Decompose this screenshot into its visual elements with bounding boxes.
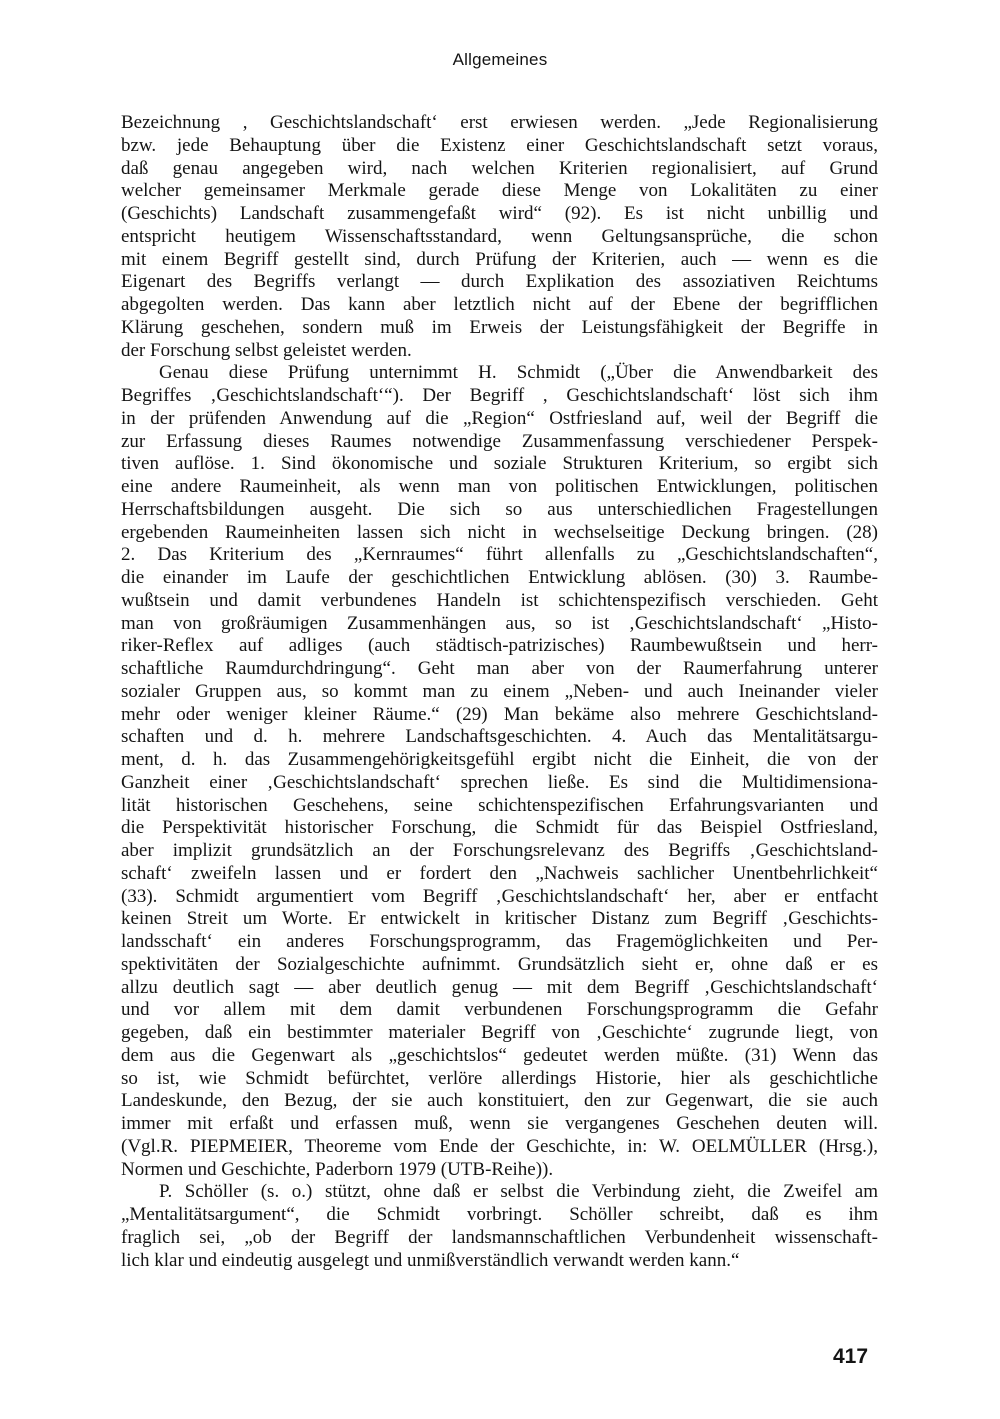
text-line: mehr oder weniger kleiner Räume.“ (29) Man bekäme also mehrere Geschichtsland- [121, 703, 878, 725]
paragraph [121, 112, 878, 362]
paragraph [121, 362, 878, 1181]
text-line: P. Schöller (s. o.) stützt, ohne daß er selbst die Verbindung zieht, die Zweifel am [159, 1181, 878, 1203]
text-line: der Forschung selbst geleistet werden. [121, 339, 412, 361]
text-line: eine andere Raumeinheit, als wenn man von politischen Entwicklungen, politischen [121, 476, 878, 497]
text-line: Begriffes ‚Geschichtslandschaft‘“). Der Begriff , Geschichtslandschaft‘ löst sich ihm [121, 385, 878, 406]
page-number: 417 [833, 1345, 869, 1368]
text-line: aber implizit grundsätzlich an der Forschungsrelevanz des Begriffs ‚Geschichtsland- [121, 840, 878, 861]
text-line: 2. Das Kriterium des „Kernraumes“ führt allenfalls zu „Geschichtslandschaften“, [121, 544, 878, 566]
text-line: lität historischen Geschehens, seine schichtenspezifischen Erfahrungsvarianten und [121, 794, 878, 816]
paragraph [121, 1181, 878, 1272]
text-line: immer mit erfaßt und erfassen muß, wenn sie vergangenes Geschehen deuten will. [121, 1113, 878, 1134]
text-line: „Mentalitätsargument“, die Schmidt vorbringt. Schöller schreibt, daß es ihm [121, 1204, 878, 1225]
text-line: tiven auflöse. 1. Sind ökonomische und soziale Strukturen Kriterium, so ergibt sich [121, 453, 878, 475]
text-line: Bezeichnung , Geschichtslandschaft‘ erst erwiesen werden. „Jede Regionalisierung [121, 112, 878, 133]
text-line: riker-Reflex auf adliges (auch städtisch-patrizisches) Raumbewußtsein und herr- [121, 635, 878, 657]
text-line: und vor allem mit dem damit verbundenen Forschungsprogramm die Gefahr [121, 999, 878, 1021]
text-line: Genau diese Prüfung unternimmt H. Schmidt („Über die Anwendbarkeit des [159, 362, 878, 384]
text-line: allzu deutlich sagt — aber deutlich genug — mit dem Begriff ‚Geschichtslandschaft‘ [121, 976, 878, 998]
text-line: daß genau angegeben wird, nach welchen Kriterien regionalisiert, auf Grund [121, 157, 878, 179]
text-line: ment, d. h. das Zusammengehörigkeitsgefühl ergibt nicht die Einheit, die von der [121, 749, 878, 770]
text-line: gegeben, daß ein bestimmter materialer Begriff von ‚Geschichte‘ zugrunde liegt, von [121, 1022, 878, 1043]
text-line: entspricht heutigem Wissenschaftsstandard, wenn Geltungsansprüche, die schon [121, 225, 878, 247]
text-line: die einander im Laufe der geschichtlichen Entwicklung ablösen. (30) 3. Raumbe- [121, 567, 878, 588]
text-line: Klärung geschehen, sondern muß im Erweis der Leistungsfähigkeit der Begriffe in [121, 316, 878, 338]
text-line: so ist, wie Schmidt befürchtet, verlöre allerdings Historie, hier als geschichtliche [121, 1067, 878, 1089]
body-text [121, 112, 878, 1272]
text-line: (Geschichts) Landschaft zusammengefaßt wird“ (92). Es ist nicht unbillig und [121, 203, 878, 224]
text-line: in der prüfenden Anwendung auf die „Region“ Ostfriesland auf, weil der Begriff die [121, 407, 878, 429]
text-line: Ganzheit einer ‚Geschichtslandschaft‘ sprechen ließe. Es sind die Multidimensiona- [121, 771, 878, 793]
text-line: ergebenden Raumeinheiten lassen sich nicht in wechselseitige Deckung bringen. (28) [121, 521, 878, 543]
text-line: (Vgl.R. PIEPMEIER, Theoreme vom Ende der Geschichte, in: W. OELMÜLLER (Hrsg.), [121, 1135, 878, 1157]
text-line: Landeskunde, den Bezug, der sie auch konstituiert, den zur Gegenwart, die sie auch [121, 1090, 878, 1112]
text-line: schaften und d. h. mehrere Landschaftsgeschichten. 4. Auch das Mentalitätsargu- [121, 726, 878, 748]
text-line: lich klar und eindeutig ausgelegt und unmißverständlich verwandt werden kann.“ [121, 1249, 740, 1271]
text-line: schaftliche Raumdurchdringung“. Geht man aber von der Raumerfahrung unterer [121, 658, 878, 679]
text-line: fraglich sei, „ob der Begriff der landsmannschaftlichen Verbundenheit wissenschaft- [121, 1226, 878, 1248]
text-line: wußtsein und damit verbundenes Handeln ist schichtenspezifisch verschieden. Geht [121, 589, 878, 611]
text-line: sozialer Gruppen aus, so kommt man zu einem „Neben- und auch Ineinander vieler [121, 680, 878, 702]
text-line: mit einem Begriff gestellt sind, durch Prüfung der Kriterien, auch — wenn es die [121, 248, 878, 270]
text-line: keinen Streit um Worte. Er entwickelt in kritischer Distanz zum Begriff ‚Geschichts- [121, 908, 878, 930]
text-line: Eigenart des Begriffs verlangt — durch Explikation des assoziativen Reichtums [121, 271, 878, 293]
text-line: bzw. jede Behauptung über die Existenz einer Geschichtslandschaft setzt voraus, [121, 134, 878, 156]
text-line: (33). Schmidt argumentiert vom Begriff ‚Geschichtslandschaft‘ her, aber er entfacht [121, 885, 878, 907]
text-line: dem aus die Gegenwart als „geschichtslos“ gedeutet werden müßte. (31) Wenn das [121, 1044, 878, 1066]
text-line: Normen und Geschichte, Paderborn 1979 (UTB-Reihe)). [121, 1158, 554, 1180]
text-line: spektivitäten der Sozialgeschichte aufnimmt. Grundsätzlich sieht er, ohne daß er es [121, 953, 878, 975]
running-head: Allgemeines [452, 50, 548, 69]
text-line: landsschaft‘ ein anderes Forschungsprogramm, das Fragemöglichkeiten und Per- [121, 931, 878, 952]
text-line: zur Erfassung dieses Raumes notwendige Zusammenfassung verschiedener Perspek- [121, 430, 878, 452]
text-line: Herrschaftsbildungen ausgeht. Die sich so aus unterschiedlichen Fragestellungen [121, 498, 878, 520]
text-line: die Perspektivität historischer Forschung, die Schmidt für das Beispiel Ostfriesland, [121, 817, 878, 839]
text-line: welcher gemeinsamer Merkmale gerade diese Menge von Lokalitäten zu einer [121, 180, 878, 202]
text-line: abgegolten werden. Das kann aber letztlich nicht auf der Ebene der begrifflichen [121, 294, 878, 315]
text-line: schaft‘ zweifeln lassen und er fordert den „Nachweis sachlicher Unentbehrlichkeit“ [121, 862, 878, 884]
text-line: man von großräumigen Zusammenhängen aus, so ist ‚Geschichtslandschaft‘ „Histo- [121, 612, 878, 634]
